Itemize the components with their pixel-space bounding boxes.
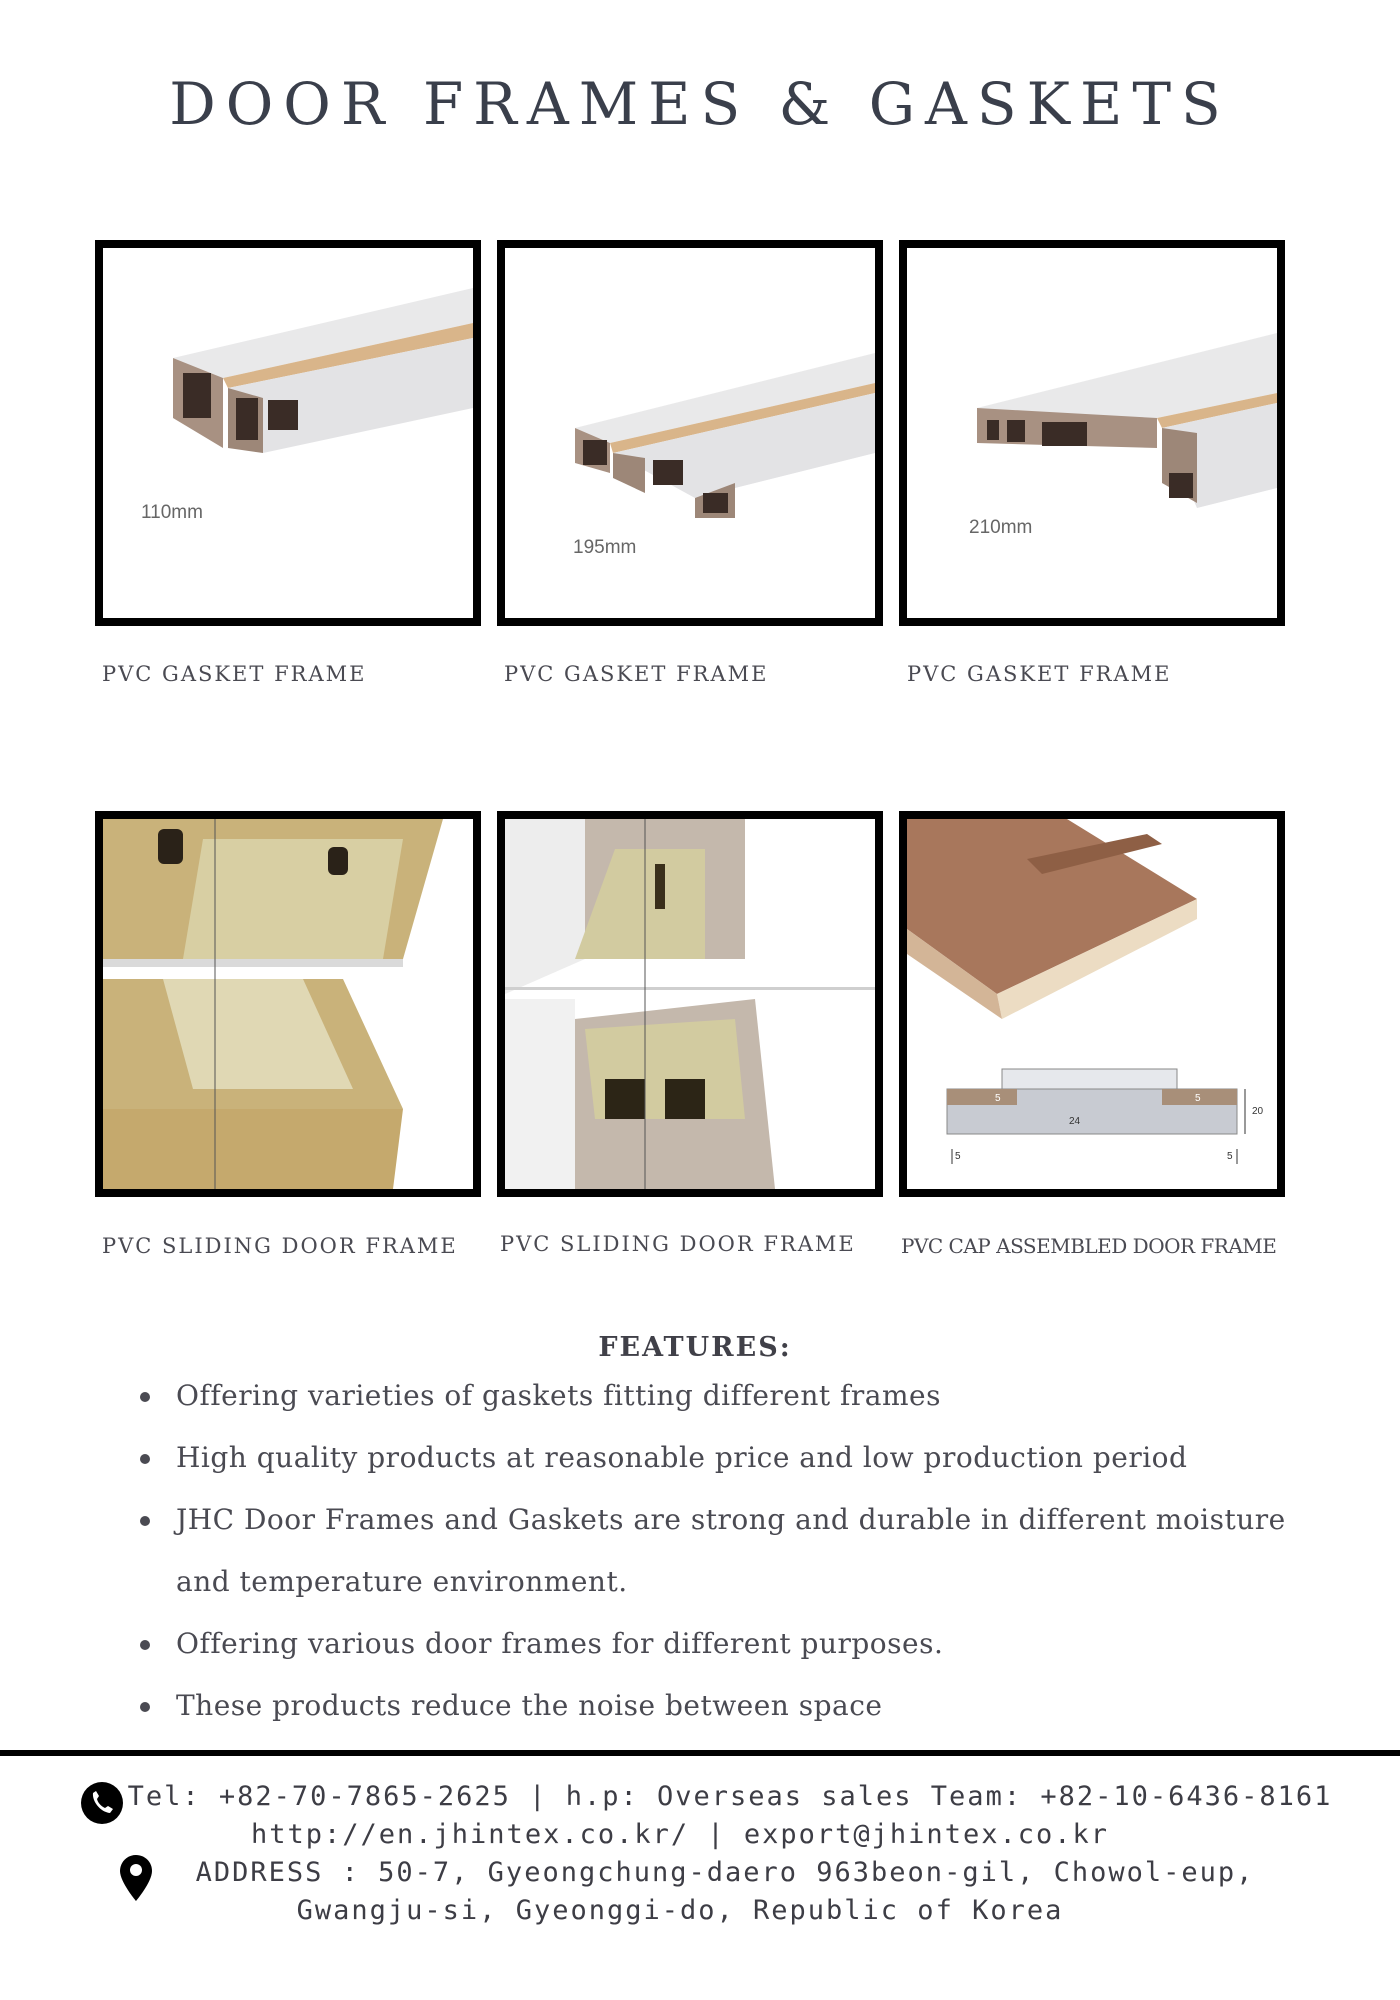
bullet-icon <box>140 1702 150 1712</box>
product-image-gasket-195 <box>497 240 883 626</box>
dimension-label: 210mm <box>969 517 1033 538</box>
product-image-sliding-1 <box>95 811 481 1197</box>
product-image-gasket-210 <box>899 240 1285 626</box>
drawing-label: 5 <box>995 1093 1001 1104</box>
bullet-icon <box>140 1640 150 1650</box>
sliding-frame-2-illustration <box>505 819 875 1189</box>
feature-text: JHC Door Frames and Gaskets are strong and durable in different moisture and temperature environment. <box>176 1503 1286 1598</box>
feature-text: High quality products at reasonable price and low production period <box>176 1441 1188 1474</box>
features-list <box>140 1365 1290 1737</box>
features-title: FEATURES: <box>598 1332 792 1363</box>
gasket-frame-195-illustration <box>505 248 875 618</box>
list-item <box>140 1427 1290 1489</box>
bullet-icon <box>140 1454 150 1464</box>
drawing-label: 5 <box>1227 1151 1233 1162</box>
product-caption: PVC CAP ASSEMBLED DOOR FRAME <box>901 1234 1277 1258</box>
gasket-frame-110-illustration <box>103 248 473 618</box>
cap-assembled-frame-illustration <box>907 819 1277 1189</box>
drawing-label: 20 <box>1252 1106 1264 1117</box>
footer-divider <box>0 1750 1400 1756</box>
gasket-frame-210-illustration <box>907 248 1277 618</box>
list-item <box>140 1613 1290 1675</box>
product-caption: PVC SLIDING DOOR FRAME <box>500 1232 856 1256</box>
product-caption: PVC GASKET FRAME <box>907 662 1172 686</box>
product-caption: PVC GASKET FRAME <box>102 662 367 686</box>
list-item <box>140 1489 1290 1613</box>
contact-phone: Tel: +82-70-7865-2625 | h.p: Overseas sales Team: +82-10-6436-8161 <box>127 1781 1333 1812</box>
contact-web-email: http://en.jhintex.co.kr/ | export@jhintex.co.kr <box>250 1819 1109 1850</box>
feature-text: Offering varieties of gaskets fitting different frames <box>176 1379 941 1412</box>
bullet-icon <box>140 1392 150 1402</box>
contact-address-line2: Gwangju-si, Gyeonggi-do, Republic of Korea <box>296 1895 1064 1926</box>
product-image-cap-assembled <box>899 811 1285 1197</box>
dimension-label: 195mm <box>573 537 637 558</box>
product-image-gasket-110 <box>95 240 481 626</box>
list-item <box>140 1675 1290 1737</box>
feature-text: Offering various door frames for different purposes. <box>176 1627 944 1660</box>
drawing-label: 5 <box>1195 1093 1201 1104</box>
drawing-label: 24 <box>1069 1116 1081 1127</box>
drawing-label: 5 <box>955 1151 961 1162</box>
bullet-icon <box>140 1516 150 1526</box>
product-caption: PVC GASKET FRAME <box>504 662 769 686</box>
sliding-frame-1-illustration <box>103 819 473 1189</box>
feature-text: These products reduce the noise between space <box>176 1689 883 1722</box>
dimension-label: 110mm <box>141 502 203 523</box>
list-item <box>140 1365 1290 1427</box>
page-title: DOOR FRAMES & GASKETS <box>169 70 1231 138</box>
product-image-sliding-2 <box>497 811 883 1197</box>
contact-address-line1: ADDRESS : 50-7, Gyeongchung-daero 963beon-gil, Chowol-eup, <box>195 1857 1255 1888</box>
product-caption: PVC SLIDING DOOR FRAME <box>102 1234 458 1258</box>
